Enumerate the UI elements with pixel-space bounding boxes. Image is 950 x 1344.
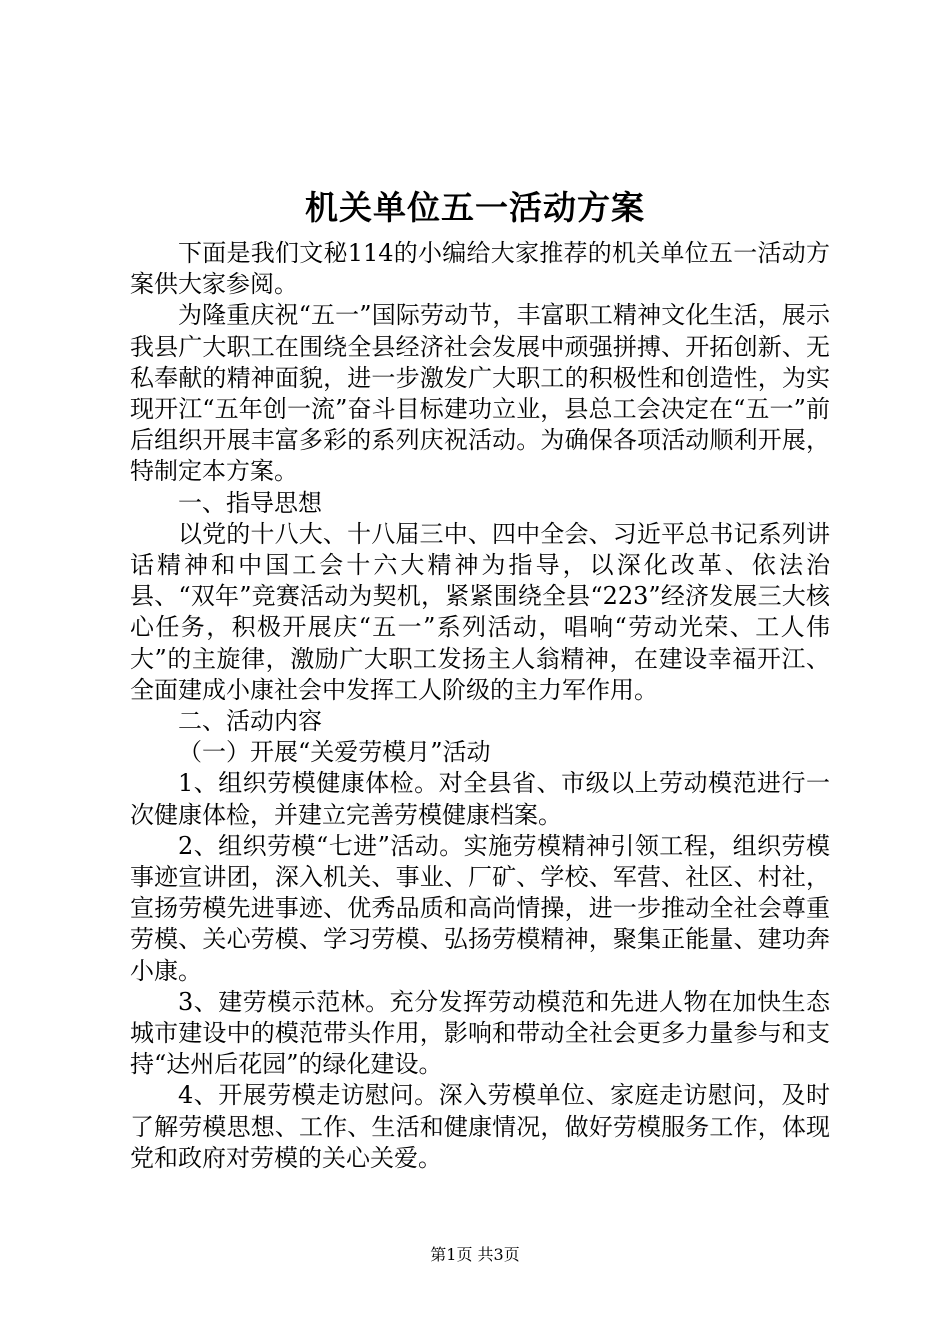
- section-heading-guiding-thought: 一、指导思想: [178, 488, 322, 517]
- document-body: [130, 238, 830, 1174]
- purpose-paragraph: 为隆重庆祝“五一”国际劳动节，丰富职工精神文化生活，展示我县广大职工在围绕全县经济社会发展中顽强拼搏、开拓创新、无私奉献的精神面貌，进一步激发广大职工的积极性和创造性，为实现开江“五年创一流”奋斗目标建功立业，县总工会决定在“五一”前后组织开展丰富多彩的系列庆祝活动。为确保各项活动顺利开展，特制定本方案。: [130, 301, 830, 486]
- guiding-thought-paragraph: 以党的十八大、十八届三中、四中全会、习近平总书记系列讲话精神和中国工会十六大精神为指导，以深化改革、依法治县、“双年”竞赛活动为契机，紧紧围绕全县“223”经济发展三大核心任务，积极开展庆“五一”系列活动，唱响“劳动光荣、工人伟大”的主旋律，激励广大职工发扬主人翁精神，在建设幸福开江、全面建成小康社会中发挥工人阶级的主力军作用。: [130, 519, 830, 704]
- item-visits-condolence: 4、开展劳模走访慰问。深入劳模单位、家庭走访慰问，及时了解劳模思想、工作、生活和健康情况，做好劳模服务工作，体现党和政府对劳模的关心关爱。: [130, 1081, 830, 1172]
- section-heading-activity-content: 二、活动内容: [178, 707, 322, 736]
- intro-paragraph: 下面是我们文秘114的小编给大家推荐的机关单位五一活动方案供大家参阅。: [130, 239, 830, 299]
- subsection-heading-model-worker-month: （一）开展“关爱劳模月”活动: [178, 738, 491, 767]
- page-indicator: 第1页 共3页: [430, 1245, 520, 1264]
- item-seven-entries: 2、组织劳模“七进”活动。实施劳模精神引领工程，组织劳模事迹宣讲团，深入机关、事业、厂矿、学校、军营、社区、村社，宣扬劳模先进事迹、优秀品质和高尚情操，进一步推动全社会尊重劳模、关心劳模、学习劳模、弘扬劳模精神，聚集正能量、建功奔小康。: [130, 831, 830, 985]
- item-health-checkup: 1、组织劳模健康体检。对全县省、市级以上劳动模范进行一次健康体检，并建立完善劳模健康档案。: [130, 769, 830, 829]
- item-demonstration-forest: 3、建劳模示范林。充分发挥劳动模范和先进人物在加快生态城市建设中的模范带头作用，影响和带动全社会更多力量参与和支持“达州后花园”的绿化建设。: [130, 987, 830, 1079]
- document-title: 机关单位五一活动方案: [305, 188, 645, 227]
